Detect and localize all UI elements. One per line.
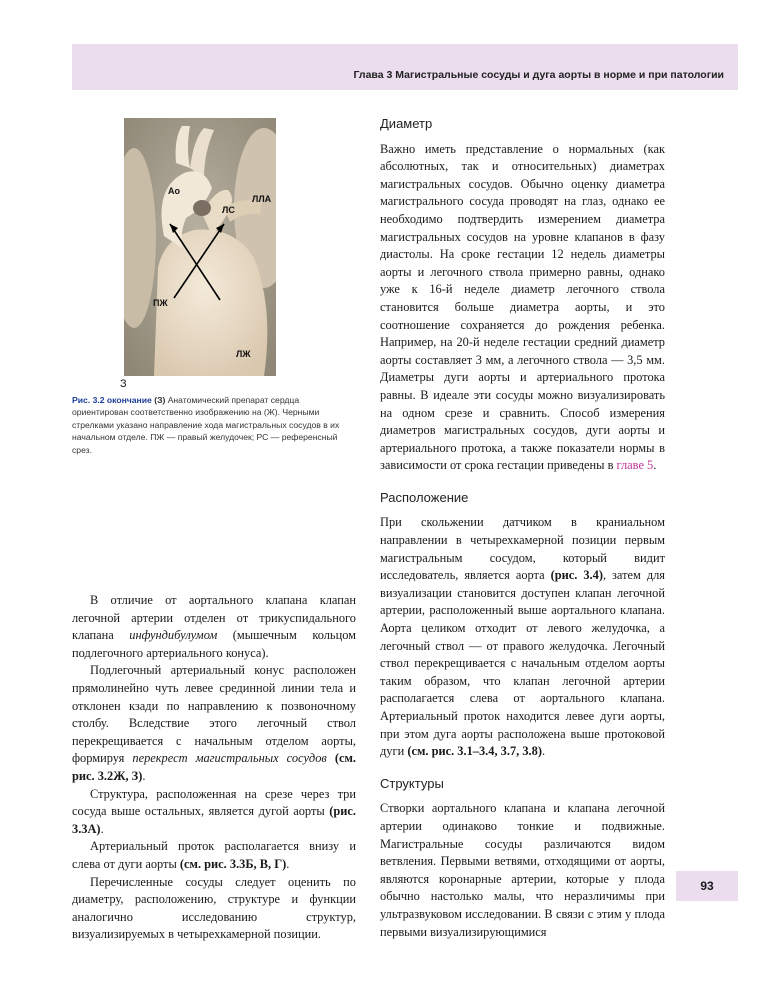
chapter-title: Глава 3 Магистральные сосуды и дуга аорты в норме и при патологии <box>353 69 724 81</box>
paragraph: Артериальный проток располагается внизу и слева от дуги аорты (см. рис. 3.3Б, В, Г). <box>72 839 356 871</box>
label-ls: ЛС <box>222 205 235 215</box>
label-ao: Ао <box>168 186 180 196</box>
label-lzh: ЛЖ <box>236 349 251 359</box>
anatomical-specimen-photo <box>124 118 276 376</box>
paragraph: Подлегочный артериальный конус расположен прямолинейно чуть левее срединной линии тела и отклонен кзади по направлению к позвоночному столбу. Вследствие этого легочный ствол перекрещивается с начальным отделом аорты, формируя перекрест магистральных сосудов (см. рис. 3.2Ж, З). <box>72 663 356 783</box>
chapter-link[interactable]: главе 5 <box>616 458 654 473</box>
caption-label: Рис. 3.2 окончание <box>72 395 152 405</box>
figure-reference: (см. рис. 3.1–3.4, 3.7, 3.8) <box>407 744 542 759</box>
section-heading: Структуры <box>380 775 444 791</box>
section-structures <box>380 775 665 941</box>
caption-part: (З) <box>154 395 166 405</box>
paragraph: При скольжении датчиком в краниальном направлении в четырехкамерной позиции первым магистральным сосудом, который видит исследователь, является аорта (рис. 3.4), затем для визуализации становится доступен клапан легочной артерии, расположенный выше аортального клапана. Аорта целиком отходит от левого желудочка, а легочный ствол — от правого желудочка. Легочный ствол перекрещивается с начальным отделом аорты таким образом, что клапан легочной артерии располагается слева от аортального клапана. Артериальный проток находится левее дуги аорты, при этом дуга аорты расположена выше протоковой дуги (см. рис. 3.1–3.4, 3.7, 3.8). <box>380 515 666 759</box>
paragraph: Структура, расположенная на срезе через три сосуда выше остальных, является дугой аорты (рис. 3.3А). <box>72 786 356 836</box>
section-location <box>380 489 665 761</box>
left-column-text <box>72 592 356 944</box>
paragraph: Створки аортального клапана и клапана легочной артерии одинаково тонкие и подвижные. Магистральные сосуды различаются видом ветвления. Первыми ветвями, отходящими от аорты, являются коронарные артерии, которые у плода обычно настолько малы, что неразличимы при ультразвуковом исследовании. В связи с этим у плода первыми визуализирующимися <box>380 801 665 939</box>
figure-reference: (рис. 3.4) <box>550 568 603 583</box>
figure-panel-letter: З <box>120 378 127 390</box>
paragraph: Важно иметь представление о нормальных (как абсолютных, так и относительных) диаметрах магистральных сосудов. Обычно оценку диаметра магистрального сосуда проводят на глаз, однако ее необходимо подтвердить измерением диаметра магистральных сосудов на уровне клапанов в фазу диастолы. На сроке гестации 12 недель диаметры аорты и легочного ствола примерно равны, однако уже к 16-й неделе диаметр легочного ствола становится больше диаметра аорты, и это соотношение сохраняется до рождения ребенка. Например, на 20-й неделе гестации средний диаметр аорты составляет 3 мм, а легочного ствола — 3,5 мм. Диаметры дуги аорты и артериального протока равны. В идеале эти сосуды можно визуализировать на одном срезе и сравнить. Способ измерения диаметров магистральных сосудов, дуги аорты и артериального протока, а также показатели нормы в зависимости от срока гестации приведены в главе 5. <box>380 141 665 473</box>
figure-reference: (см. рис. 3.2Ж, З) <box>72 751 356 783</box>
right-column-text <box>380 115 665 955</box>
paragraph: В отличие от аортального клапана клапан легочной артерии отделен от трикуспидального клапана инфундибулумом (мышечным кольцом подлегочного артериального конуса). <box>72 593 357 660</box>
label-lla: ЛЛА <box>252 194 272 204</box>
caption-text: Анатомический препарат сердца ориентирован соответственно изображению на (Ж). Черными стрелками указано направление хода магистральных сосудов в их начальном отделе. ПЖ — правый желудочек; РС — референсный срез. <box>72 395 340 455</box>
section-heading: Расположение <box>380 489 469 505</box>
figure-caption <box>72 394 356 456</box>
section-diameter <box>380 115 665 475</box>
figure-reference: (см. рис. 3.3Б, В, Г) <box>179 856 287 871</box>
figure-reference: (рис. 3.3А) <box>72 804 356 836</box>
chapter-header-band <box>72 44 738 90</box>
section-heading: Диаметр <box>380 116 433 131</box>
paragraph: Перечисленные сосуды следует оценить по диаметру, расположению, структуре и функции аналогично исследованию структур, визуализируемых в четырехкамерной позиции. <box>72 874 356 942</box>
page-number: 93 <box>676 871 738 901</box>
label-pzh: ПЖ <box>153 298 168 308</box>
